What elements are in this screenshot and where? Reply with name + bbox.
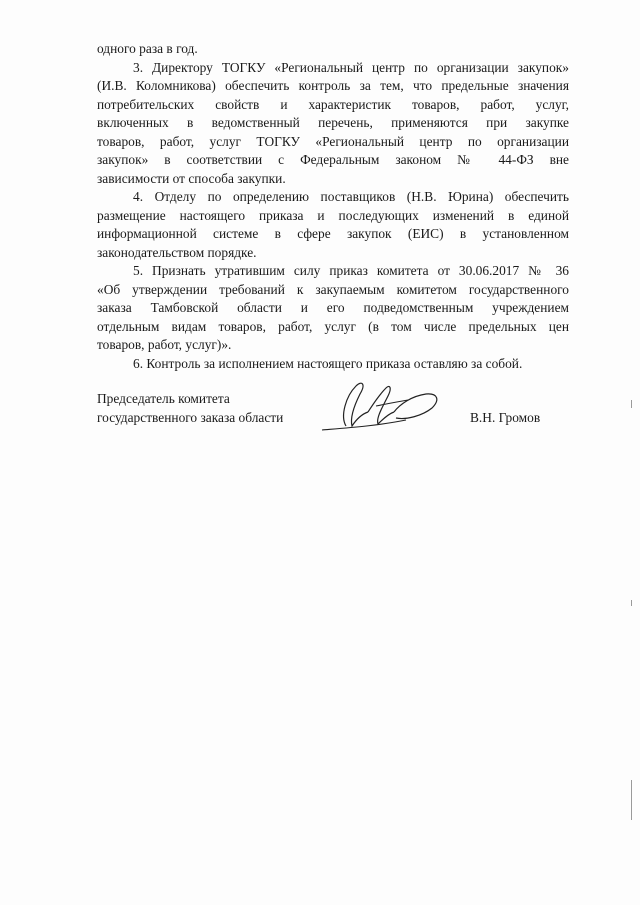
body-line: (И.В. Коломникова) обеспечить контроль за тем, что предельные значения	[97, 78, 569, 93]
body-line: заказа Тамбовской области и его подведомственным учреждением	[97, 300, 569, 315]
scan-margin-mark	[631, 600, 632, 606]
scan-margin-mark	[631, 780, 632, 820]
body-line: 5. Признать утратившим силу приказ комитета от 30.06.2017 № 36	[133, 263, 569, 278]
body-line: информационной системе в сфере закупок (ЕИС) в установленном	[97, 226, 569, 241]
body-line: потребительских свойств и характеристик товаров, работ, услуг,	[97, 96, 569, 112]
signatory-name: В.Н. Громов	[470, 410, 541, 425]
signatory-title-line: государственного заказа области	[97, 409, 284, 425]
body-line: 4. Отделу по определению поставщиков (Н.В. Юрина) обеспечить	[133, 189, 569, 204]
body-line: товаров, работ, услуг ТОГКУ «Региональный центр по организации	[97, 133, 569, 149]
body-line: одного раза в год.	[97, 41, 198, 56]
body-line: включенных в ведомственный перечень, применяются при закупке	[97, 115, 569, 130]
signatory-title	[97, 390, 283, 427]
body-line: «Об утверждении требований к закупаемым комитетом государственного	[97, 281, 569, 297]
body-line: зависимости от способа закупки.	[97, 170, 286, 186]
body-line: 6. Контроль за исполнением настоящего приказа оставляю за собой.	[133, 355, 523, 371]
handwritten-signature	[316, 376, 446, 436]
body-line: отдельным видам товаров, работ, услуг (в том числе предельных цен	[97, 318, 569, 334]
body-line: 3. Директору ТОГКУ «Региональный центр по организации закупок»	[133, 59, 569, 75]
signatory-title-line: Председатель комитета	[97, 391, 230, 406]
scan-margin-mark	[631, 400, 632, 408]
body-line: закупок» в соответствии с Федеральным законом № 44-ФЗ вне	[97, 152, 569, 167]
body-line: законодательством порядке.	[97, 244, 257, 260]
body-line: товаров, работ, услуг)».	[97, 337, 232, 352]
document-body	[97, 40, 569, 373]
body-line: размещение настоящего приказа и последующих изменений в единой	[97, 207, 569, 223]
